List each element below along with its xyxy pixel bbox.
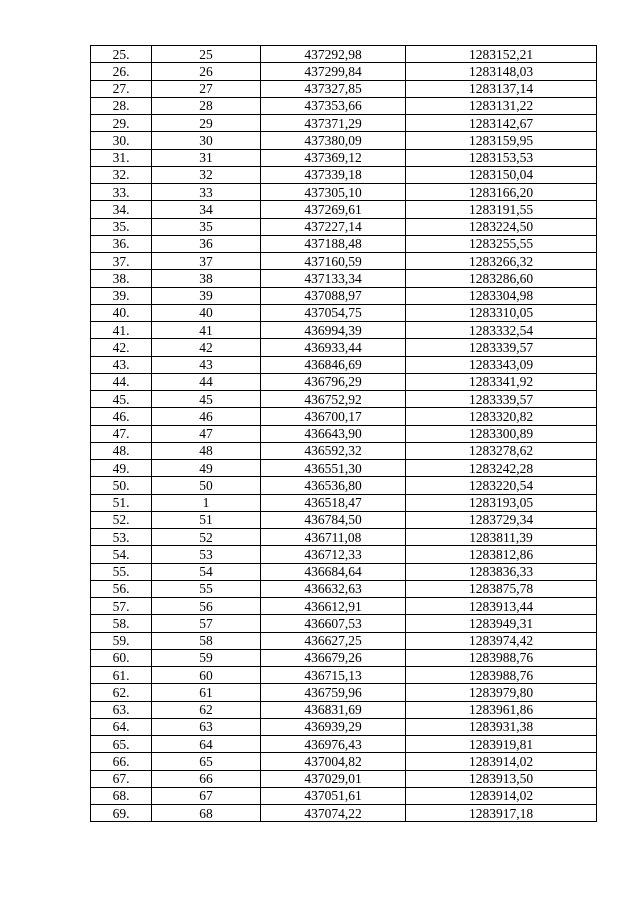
point-number-cell: 1 — [152, 494, 261, 511]
y-coordinate-cell: 1283300,89 — [406, 425, 597, 442]
point-number-cell: 30 — [152, 132, 261, 149]
table-row — [91, 494, 597, 511]
point-number-cell: 68 — [152, 805, 261, 822]
y-coordinate-cell: 1283836,33 — [406, 563, 597, 580]
row-index-cell: 42. — [91, 339, 152, 356]
y-coordinate-cell: 1283310,05 — [406, 304, 597, 321]
row-index-cell: 57. — [91, 598, 152, 615]
x-coordinate-cell: 437380,09 — [261, 132, 406, 149]
y-coordinate-cell: 1283224,50 — [406, 218, 597, 235]
y-coordinate-cell: 1283919,81 — [406, 736, 597, 753]
y-coordinate-cell: 1283913,50 — [406, 770, 597, 787]
table-row — [91, 529, 597, 546]
y-coordinate-cell: 1283914,02 — [406, 753, 597, 770]
y-coordinate-cell: 1283949,31 — [406, 615, 597, 632]
y-coordinate-cell: 1283278,62 — [406, 442, 597, 459]
x-coordinate-cell: 436846,69 — [261, 356, 406, 373]
point-number-cell: 58 — [152, 632, 261, 649]
row-index-cell: 60. — [91, 649, 152, 666]
y-coordinate-cell: 1283153,53 — [406, 149, 597, 166]
y-coordinate-cell: 1283150,04 — [406, 166, 597, 183]
row-index-cell: 66. — [91, 753, 152, 770]
y-coordinate-cell: 1283917,18 — [406, 805, 597, 822]
row-index-cell: 32. — [91, 166, 152, 183]
point-number-cell: 63 — [152, 718, 261, 735]
point-number-cell: 55 — [152, 580, 261, 597]
x-coordinate-cell: 437292,98 — [261, 46, 406, 63]
row-index-cell: 55. — [91, 563, 152, 580]
y-coordinate-cell: 1283875,78 — [406, 580, 597, 597]
y-coordinate-cell: 1283320,82 — [406, 408, 597, 425]
y-coordinate-cell: 1283220,54 — [406, 477, 597, 494]
row-index-cell: 38. — [91, 270, 152, 287]
table-row — [91, 580, 597, 597]
row-index-cell: 34. — [91, 201, 152, 218]
x-coordinate-cell: 437305,10 — [261, 184, 406, 201]
row-index-cell: 53. — [91, 529, 152, 546]
x-coordinate-cell: 436700,17 — [261, 408, 406, 425]
table-row — [91, 736, 597, 753]
row-index-cell: 50. — [91, 477, 152, 494]
point-number-cell: 61 — [152, 684, 261, 701]
x-coordinate-cell: 436518,47 — [261, 494, 406, 511]
point-number-cell: 25 — [152, 46, 261, 63]
y-coordinate-cell: 1283193,05 — [406, 494, 597, 511]
table-row — [91, 356, 597, 373]
point-number-cell: 36 — [152, 235, 261, 252]
x-coordinate-cell: 436551,30 — [261, 460, 406, 477]
row-index-cell: 35. — [91, 218, 152, 235]
y-coordinate-cell: 1283812,86 — [406, 546, 597, 563]
table-row — [91, 425, 597, 442]
table-row — [91, 253, 597, 270]
row-index-cell: 65. — [91, 736, 152, 753]
x-coordinate-cell: 436712,33 — [261, 546, 406, 563]
x-coordinate-cell: 436752,92 — [261, 391, 406, 408]
y-coordinate-cell: 1283332,54 — [406, 322, 597, 339]
table-row — [91, 718, 597, 735]
point-number-cell: 66 — [152, 770, 261, 787]
table-row — [91, 115, 597, 132]
point-number-cell: 44 — [152, 373, 261, 390]
point-number-cell: 49 — [152, 460, 261, 477]
x-coordinate-cell: 436627,25 — [261, 632, 406, 649]
point-number-cell: 45 — [152, 391, 261, 408]
row-index-cell: 56. — [91, 580, 152, 597]
table-row — [91, 373, 597, 390]
row-index-cell: 59. — [91, 632, 152, 649]
x-coordinate-cell: 436796,29 — [261, 373, 406, 390]
x-coordinate-cell: 436831,69 — [261, 701, 406, 718]
point-number-cell: 57 — [152, 615, 261, 632]
x-coordinate-cell: 436994,39 — [261, 322, 406, 339]
x-coordinate-cell: 437353,66 — [261, 97, 406, 114]
x-coordinate-cell: 436632,63 — [261, 580, 406, 597]
y-coordinate-cell: 1283255,55 — [406, 235, 597, 252]
x-coordinate-cell: 437227,14 — [261, 218, 406, 235]
row-index-cell: 29. — [91, 115, 152, 132]
table-row — [91, 546, 597, 563]
table-row — [91, 649, 597, 666]
row-index-cell: 37. — [91, 253, 152, 270]
row-index-cell: 30. — [91, 132, 152, 149]
x-coordinate-cell: 437269,61 — [261, 201, 406, 218]
row-index-cell: 52. — [91, 511, 152, 528]
table-row — [91, 460, 597, 477]
row-index-cell: 48. — [91, 442, 152, 459]
table-row — [91, 477, 597, 494]
point-number-cell: 60 — [152, 667, 261, 684]
table-row — [91, 598, 597, 615]
x-coordinate-cell: 436592,32 — [261, 442, 406, 459]
table-row — [91, 805, 597, 822]
y-coordinate-cell: 1283242,28 — [406, 460, 597, 477]
point-number-cell: 27 — [152, 80, 261, 97]
row-index-cell: 40. — [91, 304, 152, 321]
y-coordinate-cell: 1283166,20 — [406, 184, 597, 201]
row-index-cell: 31. — [91, 149, 152, 166]
point-number-cell: 54 — [152, 563, 261, 580]
point-number-cell: 53 — [152, 546, 261, 563]
y-coordinate-cell: 1283341,92 — [406, 373, 597, 390]
point-number-cell: 31 — [152, 149, 261, 166]
table-row — [91, 218, 597, 235]
table-row — [91, 270, 597, 287]
table-row — [91, 701, 597, 718]
y-coordinate-cell: 1283137,14 — [406, 80, 597, 97]
x-coordinate-cell: 436933,44 — [261, 339, 406, 356]
x-coordinate-cell: 437160,59 — [261, 253, 406, 270]
y-coordinate-cell: 1283159,95 — [406, 132, 597, 149]
point-number-cell: 48 — [152, 442, 261, 459]
y-coordinate-cell: 1283979,80 — [406, 684, 597, 701]
table-row — [91, 753, 597, 770]
table-row — [91, 97, 597, 114]
table-row — [91, 408, 597, 425]
y-coordinate-cell: 1283931,38 — [406, 718, 597, 735]
y-coordinate-cell: 1283914,02 — [406, 787, 597, 804]
y-coordinate-cell: 1283988,76 — [406, 667, 597, 684]
point-number-cell: 52 — [152, 529, 261, 546]
x-coordinate-cell: 436679,26 — [261, 649, 406, 666]
row-index-cell: 64. — [91, 718, 152, 735]
point-number-cell: 43 — [152, 356, 261, 373]
x-coordinate-cell: 437051,61 — [261, 787, 406, 804]
point-number-cell: 38 — [152, 270, 261, 287]
x-coordinate-cell: 436607,53 — [261, 615, 406, 632]
y-coordinate-cell: 1283974,42 — [406, 632, 597, 649]
row-index-cell: 27. — [91, 80, 152, 97]
table-row — [91, 632, 597, 649]
point-number-cell: 33 — [152, 184, 261, 201]
row-index-cell: 46. — [91, 408, 152, 425]
point-number-cell: 47 — [152, 425, 261, 442]
table-row — [91, 684, 597, 701]
coordinates-table — [90, 45, 597, 822]
x-coordinate-cell: 437074,22 — [261, 805, 406, 822]
table-row — [91, 667, 597, 684]
x-coordinate-cell: 436976,43 — [261, 736, 406, 753]
x-coordinate-cell: 436939,29 — [261, 718, 406, 735]
y-coordinate-cell: 1283304,98 — [406, 287, 597, 304]
table-row — [91, 166, 597, 183]
point-number-cell: 34 — [152, 201, 261, 218]
x-coordinate-cell: 437299,84 — [261, 63, 406, 80]
row-index-cell: 36. — [91, 235, 152, 252]
point-number-cell: 29 — [152, 115, 261, 132]
table-row — [91, 322, 597, 339]
table-row — [91, 149, 597, 166]
table-row — [91, 391, 597, 408]
x-coordinate-cell: 437088,97 — [261, 287, 406, 304]
table-row — [91, 63, 597, 80]
y-coordinate-cell: 1283131,22 — [406, 97, 597, 114]
y-coordinate-cell: 1283286,60 — [406, 270, 597, 287]
x-coordinate-cell: 437369,12 — [261, 149, 406, 166]
point-number-cell: 65 — [152, 753, 261, 770]
x-coordinate-cell: 436715,13 — [261, 667, 406, 684]
x-coordinate-cell: 437327,85 — [261, 80, 406, 97]
point-number-cell: 56 — [152, 598, 261, 615]
row-index-cell: 41. — [91, 322, 152, 339]
x-coordinate-cell: 437054,75 — [261, 304, 406, 321]
y-coordinate-cell: 1283729,34 — [406, 511, 597, 528]
row-index-cell: 62. — [91, 684, 152, 701]
y-coordinate-cell: 1283339,57 — [406, 391, 597, 408]
y-coordinate-cell: 1283811,39 — [406, 529, 597, 546]
row-index-cell: 69. — [91, 805, 152, 822]
y-coordinate-cell: 1283191,55 — [406, 201, 597, 218]
y-coordinate-cell: 1283148,03 — [406, 63, 597, 80]
y-coordinate-cell: 1283339,57 — [406, 339, 597, 356]
table-row — [91, 770, 597, 787]
table-row — [91, 615, 597, 632]
row-index-cell: 61. — [91, 667, 152, 684]
row-index-cell: 33. — [91, 184, 152, 201]
point-number-cell: 35 — [152, 218, 261, 235]
point-number-cell: 62 — [152, 701, 261, 718]
point-number-cell: 28 — [152, 97, 261, 114]
x-coordinate-cell: 436711,08 — [261, 529, 406, 546]
table-row — [91, 184, 597, 201]
table-row — [91, 511, 597, 528]
x-coordinate-cell: 436536,80 — [261, 477, 406, 494]
row-index-cell: 51. — [91, 494, 152, 511]
table-row — [91, 563, 597, 580]
y-coordinate-cell: 1283988,76 — [406, 649, 597, 666]
point-number-cell: 50 — [152, 477, 261, 494]
x-coordinate-cell: 437133,34 — [261, 270, 406, 287]
point-number-cell: 41 — [152, 322, 261, 339]
point-number-cell: 67 — [152, 787, 261, 804]
x-coordinate-cell: 437371,29 — [261, 115, 406, 132]
point-number-cell: 40 — [152, 304, 261, 321]
y-coordinate-cell: 1283913,44 — [406, 598, 597, 615]
table-row — [91, 442, 597, 459]
x-coordinate-cell: 436784,50 — [261, 511, 406, 528]
row-index-cell: 54. — [91, 546, 152, 563]
point-number-cell: 42 — [152, 339, 261, 356]
point-number-cell: 26 — [152, 63, 261, 80]
x-coordinate-cell: 437339,18 — [261, 166, 406, 183]
point-number-cell: 46 — [152, 408, 261, 425]
row-index-cell: 58. — [91, 615, 152, 632]
table-row — [91, 80, 597, 97]
row-index-cell: 63. — [91, 701, 152, 718]
point-number-cell: 59 — [152, 649, 261, 666]
table-row — [91, 235, 597, 252]
row-index-cell: 68. — [91, 787, 152, 804]
row-index-cell: 39. — [91, 287, 152, 304]
point-number-cell: 32 — [152, 166, 261, 183]
row-index-cell: 47. — [91, 425, 152, 442]
y-coordinate-cell: 1283152,21 — [406, 46, 597, 63]
row-index-cell: 67. — [91, 770, 152, 787]
row-index-cell: 25. — [91, 46, 152, 63]
point-number-cell: 64 — [152, 736, 261, 753]
table-row — [91, 287, 597, 304]
y-coordinate-cell: 1283961,86 — [406, 701, 597, 718]
x-coordinate-cell: 437004,82 — [261, 753, 406, 770]
table-row — [91, 132, 597, 149]
row-index-cell: 44. — [91, 373, 152, 390]
row-index-cell: 45. — [91, 391, 152, 408]
point-number-cell: 51 — [152, 511, 261, 528]
table-row — [91, 46, 597, 63]
point-number-cell: 39 — [152, 287, 261, 304]
row-index-cell: 43. — [91, 356, 152, 373]
table-row — [91, 201, 597, 218]
x-coordinate-cell: 437188,48 — [261, 235, 406, 252]
table-row — [91, 787, 597, 804]
point-number-cell: 37 — [152, 253, 261, 270]
row-index-cell: 28. — [91, 97, 152, 114]
y-coordinate-cell: 1283142,67 — [406, 115, 597, 132]
x-coordinate-cell: 436684,64 — [261, 563, 406, 580]
y-coordinate-cell: 1283266,32 — [406, 253, 597, 270]
row-index-cell: 49. — [91, 460, 152, 477]
x-coordinate-cell: 436612,91 — [261, 598, 406, 615]
table-row — [91, 339, 597, 356]
y-coordinate-cell: 1283343,09 — [406, 356, 597, 373]
x-coordinate-cell: 437029,01 — [261, 770, 406, 787]
row-index-cell: 26. — [91, 63, 152, 80]
x-coordinate-cell: 436759,96 — [261, 684, 406, 701]
coordinates-table-body — [91, 46, 597, 822]
table-row — [91, 304, 597, 321]
x-coordinate-cell: 436643,90 — [261, 425, 406, 442]
